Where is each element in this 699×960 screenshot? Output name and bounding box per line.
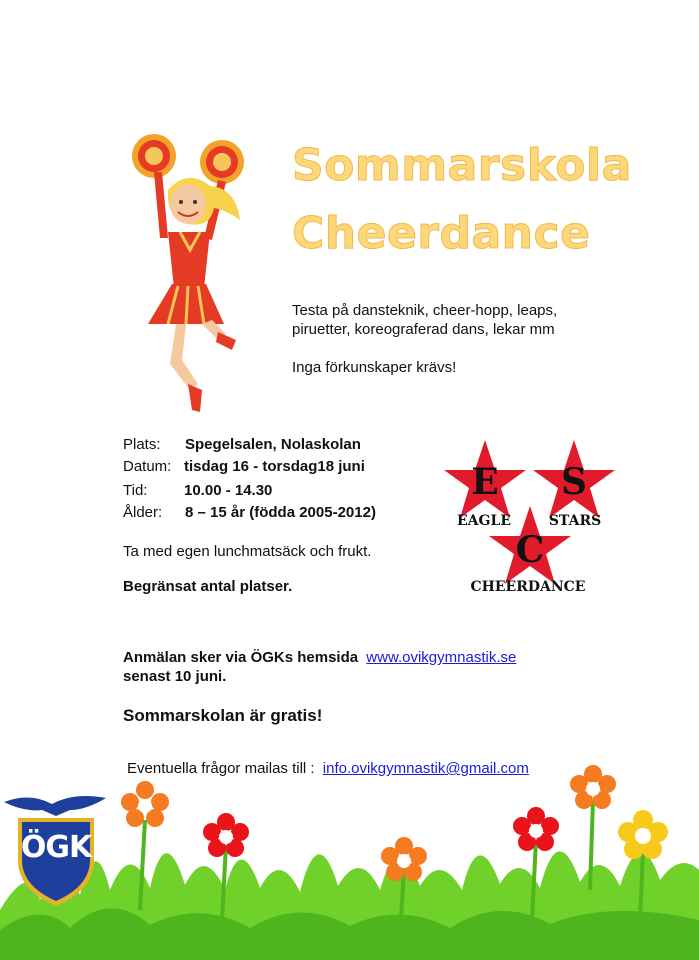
pom-pom-right-icon	[200, 140, 244, 184]
detail-value: 8 – 15 år (födda 2005-2012)	[185, 504, 376, 521]
logo-word-cheerdance: CHEERDANCE	[470, 579, 586, 595]
star-letter-s: S	[561, 461, 587, 503]
intro-line-1: Testa på dansteknik, cheer-hopp, leaps,	[292, 302, 558, 319]
detail-value: tisdag 16 - torsdag18 juni	[184, 458, 365, 475]
title-line-1: Sommarskola	[292, 140, 632, 191]
limited-places-text: Begränsat antal platser.	[123, 578, 293, 595]
detail-label: Ålder:	[123, 504, 163, 521]
detail-label: Tid:	[123, 482, 148, 499]
star-letter-e: E	[471, 461, 499, 503]
detail-label: Datum:	[123, 458, 172, 475]
email-link[interactable]: info.ovikgymnastik@gmail.com	[322, 760, 529, 777]
detail-value: 10.00 - 14.30	[184, 482, 273, 499]
pom-pom-left-icon	[132, 134, 176, 178]
no-prerequisites-text: Inga förkunskaper krävs!	[292, 359, 457, 376]
registration-deadline: senast 10 juni.	[123, 668, 227, 685]
logo-word-stars: STARS	[548, 513, 602, 529]
registration-line	[123, 648, 516, 667]
club-badge-text: ÖGK	[20, 830, 92, 865]
detail-label: Plats:	[123, 436, 161, 453]
star-letter-c: C	[515, 529, 545, 571]
title-line-2: Cheerdance	[292, 208, 591, 259]
club-badge	[0, 790, 112, 910]
logo-word-eagle: EAGLE	[456, 513, 512, 529]
detail-row-place	[123, 435, 361, 454]
detail-row-time	[123, 481, 273, 500]
free-notice: Sommarskolan är gratis!	[123, 706, 323, 725]
detail-value: Spegelsalen, Nolaskolan	[185, 436, 361, 453]
registration-text: Anmälan sker via ÖGKs hemsida	[123, 649, 359, 666]
website-link[interactable]: www.ovikgymnastik.se	[366, 649, 517, 666]
intro-line-2: piruetter, koreograferad dans, lekar mm	[292, 321, 555, 338]
bring-lunch-text: Ta med egen lunchmatsäck och frukt.	[123, 543, 372, 560]
questions-text: Eventuella frågor mailas till :	[127, 760, 315, 777]
detail-row-date	[123, 457, 365, 476]
eagle-stars-cheerdance-logo	[440, 436, 624, 598]
cheerleader-illustration	[118, 128, 250, 418]
detail-row-age	[123, 503, 376, 522]
